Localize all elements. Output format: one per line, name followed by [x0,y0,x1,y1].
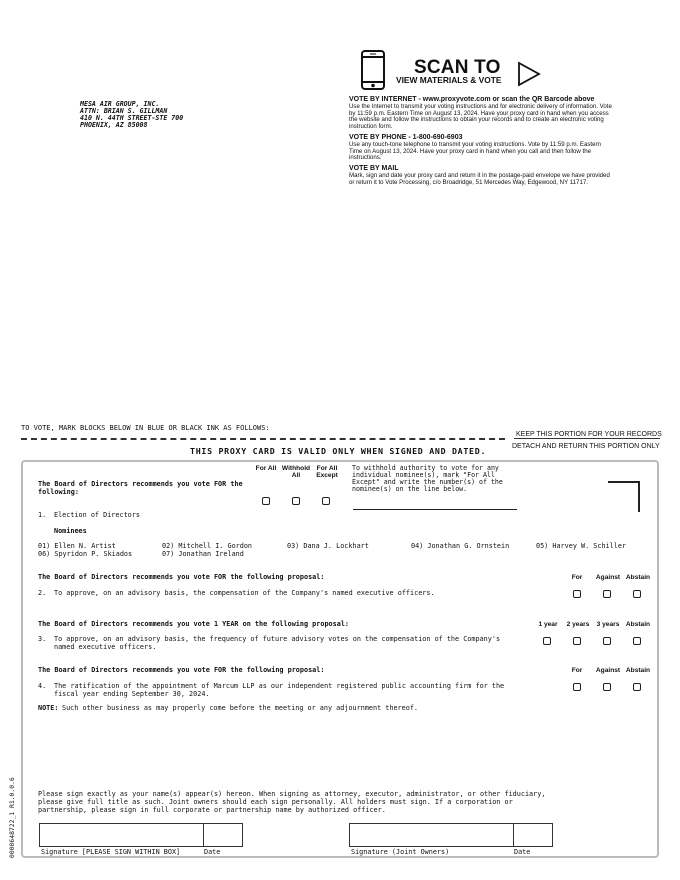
joint-date-box[interactable] [513,823,553,847]
ink-instructions: TO VOTE, MARK BLOCKS BELOW IN BLUE OR BLACK INK AS FOLLOWS: [21,424,270,432]
proposal-3-text: To approve, on an advisory basis, the frequency of future advisory votes on the compensation of the Company's [54,635,501,643]
signing-instructions: Please sign exactly as your name(s) appear(s) hereon. When signing as attorney, executor, administrator, or other fiduciary, [38,790,546,798]
detach-line [21,438,505,440]
proposal-2-recommendation: The Board of Directors recommends you vote FOR the following proposal: [38,573,325,581]
nominee-number-line[interactable] [353,509,517,510]
col-withhold-all: Withhold All [281,465,311,480]
nominee: 05) Harvey W. Schiller [536,542,627,550]
internet-heading: VOTE BY INTERNET - www.proxyvote.com or scan the QR Barcode above [349,96,595,103]
internet-body: Use the Internet to transmit your voting instructions and for electronic delivery of information. Vote by 11:59 p.m. Eastern Time on August 13, 2024. Have your proxy card in hand when you access the website and follow the instructions to obtain your records and to create an electronic voting instruction form. [349,103,612,131]
signing-instructions: partnership, please sign in full corporate or partnership name by authorized officer. [38,806,386,814]
date-label: Date [204,848,221,856]
proposal-2-abstain-checkbox[interactable] [633,590,641,598]
col-abstain: Abstain [625,667,651,674]
note-text: Such other business as may properly come before the meeting or any adjournment thereof. [62,704,419,712]
date-box[interactable] [203,823,243,847]
col-abstain: Abstain [625,621,651,628]
vote-by-mail [349,165,615,186]
signature-label: Signature [PLEASE SIGN WITHIN BOX] [41,848,181,856]
proposal-3-3-years-checkbox[interactable] [603,637,611,645]
proposal-3-text: named executive officers. [54,643,157,651]
proposal-3-abstain-checkbox[interactable] [633,637,641,645]
joint-signature-label: Signature (Joint Owners) [351,848,450,856]
proposal-3-2-years-checkbox[interactable] [573,637,581,645]
corner-mark [608,481,640,512]
mail-heading: VOTE BY MAIL [349,165,399,172]
col-against: Against [595,574,621,581]
proposal-2-number: 2. [38,589,47,597]
nominee: 03) Dana J. Lockhart [287,542,369,550]
col-for-all-except: For All Except [316,465,338,480]
vote-by-internet [349,96,615,131]
col-against: Against [595,667,621,674]
col-abstain: Abstain [625,574,651,581]
nominees-label: Nominees [54,527,87,535]
detach-portion-label: DETACH AND RETURN THIS PORTION ONLY [512,443,660,450]
nominee: 06) Spyridon P. Skiados [38,550,133,558]
mail-body: Mark, sign and date your proxy card and return it in the postage-paid envelope we have provided or return it to Vote Processing, c/o Broadridge, 51 Mercedes Way, Edgewood, NY 11717. [349,172,610,186]
item-1-text: Election of Directors [54,511,140,519]
for-all-except-checkbox[interactable] [322,497,330,505]
col-for: For [571,574,583,581]
proposal-2-text: To approve, on an advisory basis, the compensation of the Company's named executive officers. [54,589,435,597]
proposal-4-text: fiscal year ending September 30, 2024. [54,690,210,698]
vote-by-phone [349,134,615,162]
col-3-years: 3 years [596,621,620,628]
col-for-all: For All [255,465,277,472]
proposal-3-recommendation: The Board of Directors recommends you vote 1 YEAR on the following proposal: [38,620,349,628]
proposal-3-number: 3. [38,635,47,643]
phone-body: Use any touch-tone telephone to transmit your voting instructions. Vote by 11:59 p.m. Eastern Time on August 13, 2024. Have your proxy card in hand when you call and then follow the instructions. [349,141,601,162]
address-line: ATTN: BRIAN S. GILLMAN [80,107,168,115]
withhold-instructions: To withhold authority to vote for any individual nominee(s), mark "For All Except" and write the number(s) of the nominee(s) on the line below. [352,464,503,493]
scan-subtitle: VIEW MATERIALS & VOTE [396,75,502,85]
play-arrow-icon [517,61,541,87]
note-label: NOTE: [38,704,59,712]
nominee: 02) Mitchell I. Gordon [162,542,253,550]
address-line: 410 N. 44TH STREET-STE 700 [80,114,184,122]
proposal-2-for-checkbox[interactable] [573,590,581,598]
withhold-all-checkbox[interactable] [292,497,300,505]
address-line: MESA AIR GROUP, INC. [80,100,160,108]
scan-title: SCAN TO [414,57,501,78]
signature-box[interactable] [39,823,204,847]
proposal-4-against-checkbox[interactable] [603,683,611,691]
item-1-number: 1. [38,511,47,519]
for-all-checkbox[interactable] [262,497,270,505]
document-code: 0000648722_1 R1.0.0.6 [8,777,16,858]
col-1-year: 1 year [538,621,558,628]
proposal-3-1-year-checkbox[interactable] [543,637,551,645]
phone-heading: VOTE BY PHONE - 1-800-690-6903 [349,134,463,141]
address-line: PHOENIX, AZ 85008 [80,121,148,129]
proposal-4-abstain-checkbox[interactable] [633,683,641,691]
proposal-2-against-checkbox[interactable] [603,590,611,598]
joint-date-label: Date [514,848,531,856]
nominee: 04) Jonathan G. Ornstein [411,542,510,550]
joint-signature-box[interactable] [349,823,514,847]
col-for: For [571,667,583,674]
proposal-4-text: The ratification of the appointment of Marcum LLP as our independent registered public accounting firm for the [54,682,505,690]
keep-portion-label: KEEP THIS PORTION FOR YOUR RECORDS [516,431,662,438]
signing-instructions: please give full title as such. Joint owners should each sign personally. All holders must sign. If a corporation or [38,798,513,806]
nominee: 07) Jonathan Ireland [162,550,244,558]
valid-notice: THIS PROXY CARD IS VALID ONLY WHEN SIGNED AND DATED. [190,446,487,456]
mailing-address [80,101,183,129]
proposal-4-recommendation: The Board of Directors recommends you vote FOR the following proposal: [38,666,325,674]
directors-recommendation: The Board of Directors recommends you vote FOR the following: [38,480,243,496]
keep-divider [514,438,660,439]
col-2-years: 2 years [566,621,590,628]
phone-icon [361,50,385,90]
nominee: 01) Ellen N. Artist [38,542,116,550]
proposal-4-number: 4. [38,682,47,690]
proposal-4-for-checkbox[interactable] [573,683,581,691]
